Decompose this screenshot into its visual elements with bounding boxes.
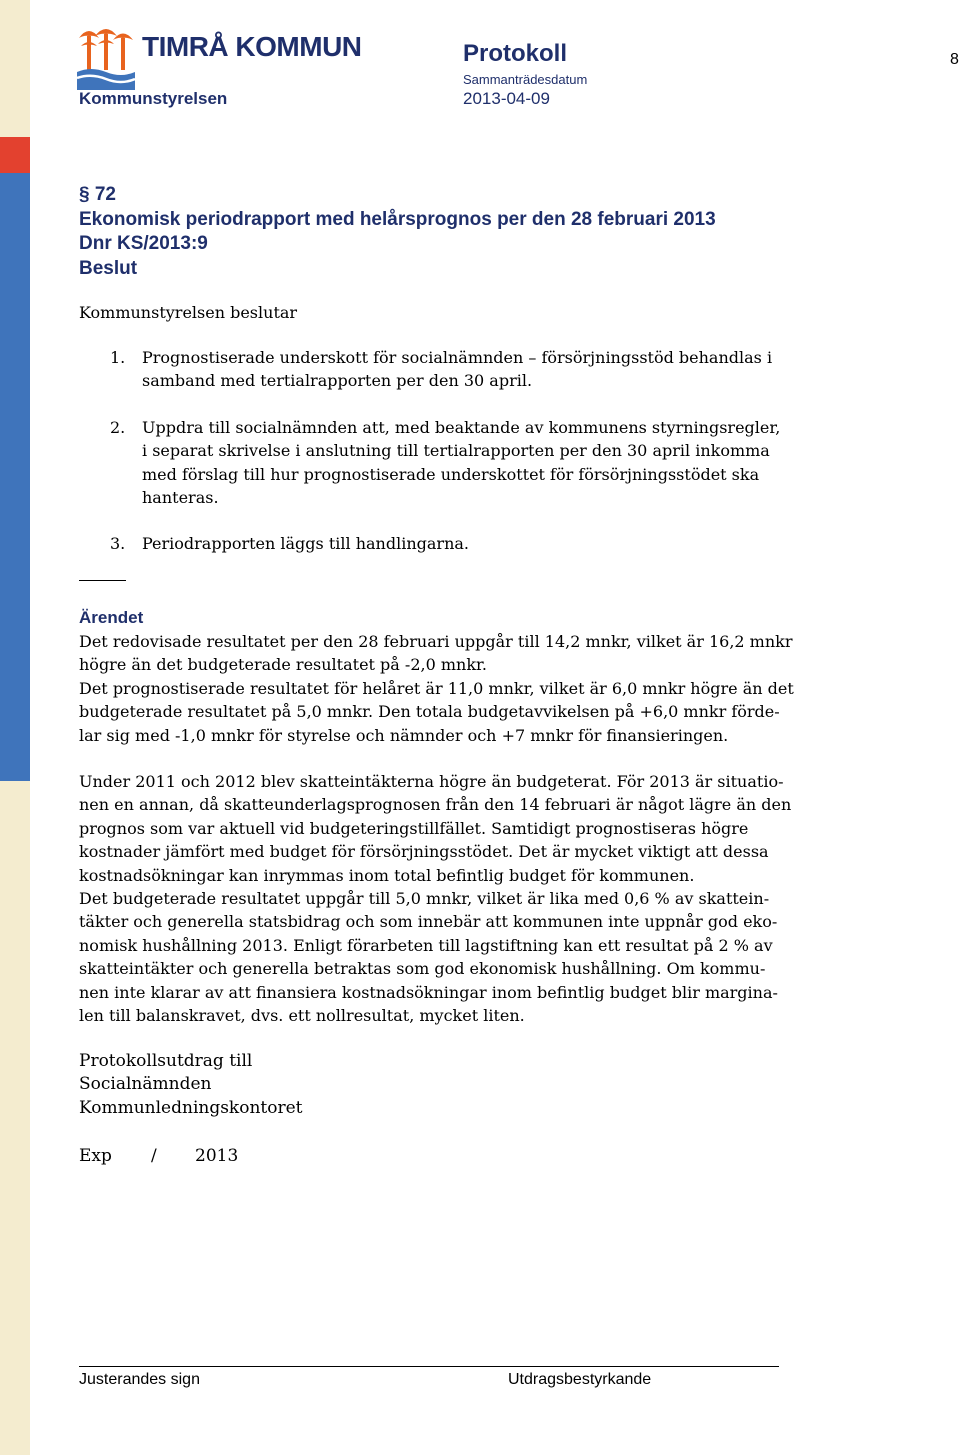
distribution-list: [79, 1050, 779, 1120]
paragraph-line: nomisk hushållning 2013. Enligt förarbeten till lagstiftning kan ett resultat på 2 % av: [79, 935, 773, 955]
brand-name: TIMRÅ KOMMUN: [142, 31, 362, 62]
distribution-title: Protokollsutdrag till: [79, 1051, 253, 1071]
decision-list: [79, 346, 779, 556]
decision-item-line: Prognostiserade underskott för socialnämnden – försörjningsstöd behandlas i: [142, 348, 773, 367]
footer-certification-label: Utdragsbestyrkande: [508, 1371, 652, 1388]
sidebar-stripe: [0, 0, 30, 1455]
sidebar-band-cream-top: [0, 0, 30, 137]
section-number: § 72: [79, 184, 116, 205]
distribution-recipient: Socialnämnden: [79, 1074, 212, 1095]
decision-item-number: 2.: [110, 417, 126, 437]
paragraph-line: skatteintäkter och generella betraktas som god ekonomisk hushållning. Om kommu-: [79, 959, 766, 979]
page-number: 8: [950, 51, 959, 68]
section-subtitle: Beslut: [79, 257, 138, 279]
decision-item: [79, 416, 779, 510]
arende-paragraph-1: [79, 630, 794, 747]
expedition-line: [79, 1145, 238, 1168]
decision-item-line: Periodrapporten läggs till handlingarna.: [142, 534, 469, 554]
decision-item: [79, 346, 779, 393]
paragraph-line: kostnader jämfört med budget för försörjningsstödet. Det är mycket viktigt att dessa: [79, 842, 769, 862]
paragraph-line: täkter och generella statsbidrag och som innebär att kommunen inte uppnår god eko-: [79, 912, 778, 932]
paragraph-line: Det prognostiserade resultatet för helåret är 11,0 mnkr, vilket är 6,0 mnkr högre än det: [79, 678, 794, 698]
footer-rule: [79, 1366, 779, 1367]
decision-item-line: med förslag till hur prognostiserade underskottet för försörjningsstödet ska: [142, 464, 760, 484]
paragraph-line: Under 2011 och 2012 blev skatteintäkterna högre än budgeterat. För 2013 är situatio-: [79, 772, 784, 791]
decision-item-line: hanteras.: [142, 488, 219, 508]
footer-signature-label: Justerandes sign: [79, 1371, 200, 1388]
sidebar-band-red: [0, 137, 30, 173]
document-type: Protokoll: [463, 40, 568, 67]
section-heading: [79, 183, 716, 281]
decision-item-line: samband med tertialrapporten per den 30 april.: [142, 371, 533, 391]
decision-item-line: Uppdra till socialnämnden att, med beaktande av kommunens styrningsregler,: [142, 417, 781, 437]
exp-slash: /: [151, 1146, 157, 1166]
exp-year: 2013: [195, 1146, 239, 1166]
paragraph-line: Det redovisade resultatet per den 28 februari uppgår till 14,2 mnkr, vilket är 16,2 mnkr: [79, 632, 793, 651]
paragraph-line: Det budgeterade resultatet uppgår till 5,0 mnkr, vilket är lika med 0,6 % av skattein-: [79, 889, 770, 909]
exp-label: Exp: [79, 1146, 112, 1166]
sidebar-band-cream-bottom: [0, 781, 30, 1455]
paragraph-line: högre än det budgeterade resultatet på -2,0 mnkr.: [79, 655, 488, 675]
decision-separator: [79, 580, 126, 581]
section-dnr: Dnr KS/2013:9: [79, 233, 208, 254]
municipality-logo-icon: [77, 24, 135, 90]
paragraph-line: kostnadsökningar kan inrymmas inom total befintlig budget för kommunen.: [79, 865, 695, 885]
sidebar-band-blue: [0, 173, 30, 781]
distribution-recipient: Kommunledningskontoret: [79, 1097, 303, 1118]
meeting-date-value: 2013-04-09: [463, 89, 550, 108]
paragraph-line: prognos som var aktuell vid budgeteringstillfället. Samtidigt prognostiseras högre: [79, 818, 749, 838]
meeting-date-label: Sammanträdesdatum: [463, 72, 588, 87]
arende-paragraph-2: [79, 770, 792, 1027]
paragraph-line: nen en annan, då skatteunderlagsprognosen från den 14 februari är något lägre än den: [79, 795, 792, 815]
decision-item-number: 1.: [110, 348, 126, 367]
paragraph-line: budgeterade resultatet på 5,0 mnkr. Den totala budgetavvikelsen på +6,0 mnkr förde-: [79, 702, 780, 722]
arende-heading: Ärendet: [79, 608, 144, 627]
section-title: Ekonomisk periodrapport med helårsprognos per den 28 februari 2013: [79, 208, 716, 230]
paragraph-line: nen inte klarar av att finansiera kostnadsökningar inom befintlig budget blir margina-: [79, 982, 778, 1002]
decision-intro: Kommunstyrelsen beslutar: [79, 303, 298, 322]
decision-item-number: 3.: [110, 534, 126, 554]
decision-item-line: i separat skrivelse i anslutning till tertialrapporten per den 30 april inkomma: [142, 441, 770, 461]
decision-item: [79, 532, 779, 555]
paragraph-line: lar sig med -1,0 mnkr för styrelse och nämnder och +7 mnkr för finansieringen.: [79, 725, 729, 745]
organization-name: Kommunstyrelsen: [79, 89, 228, 108]
paragraph-line: len till balanskravet, dvs. ett nollresultat, mycket liten.: [79, 1006, 525, 1026]
